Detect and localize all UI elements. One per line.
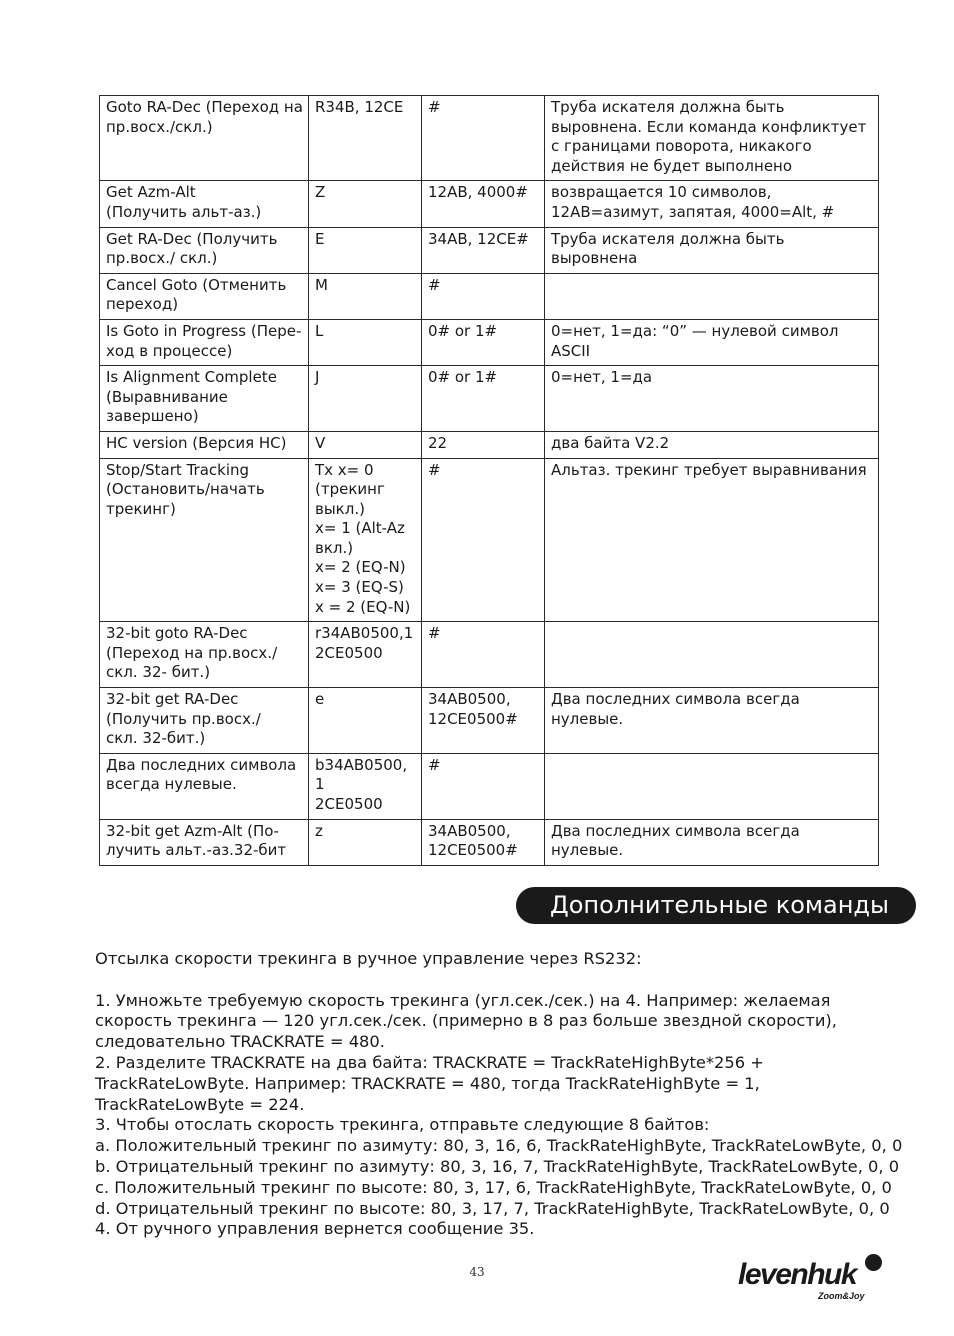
cell-text: 34AB, 12CE# bbox=[428, 229, 529, 248]
instruction-line: a. Положительный трекинг по азимуту: 80, 3, 16, 6, TrackRateHighByte, TrackRateLowByte, 0, 0 bbox=[95, 1136, 903, 1156]
section-title: Дополнительные команды bbox=[516, 887, 916, 924]
cell-text: R34B, 12CE bbox=[315, 98, 404, 116]
table-row bbox=[100, 622, 879, 688]
cell-text: # bbox=[428, 460, 441, 479]
instructions-intro: Отсылка скорости трекинга в ручное управление через RS232: bbox=[95, 949, 642, 968]
command-notes-cell bbox=[545, 181, 879, 227]
cell-text: Is Goto in Progress (Пере- ход в процессе) bbox=[106, 321, 302, 360]
cell-text: e bbox=[315, 690, 325, 709]
command-response-cell bbox=[422, 319, 545, 365]
cell-text: 34AB0500, 12CE0500# bbox=[428, 821, 518, 860]
table-row bbox=[100, 458, 879, 622]
cell-text: 22 bbox=[428, 433, 448, 452]
instruction-line: d. Отрицательный трекинг по высоте: 80, 3, 17, 7, TrackRateHighByte, TrackRateLowByte, 0, 0 bbox=[95, 1198, 890, 1218]
cell-text: 0=нет, 1=да: “0” — нулевой символ ASCII bbox=[551, 321, 839, 360]
command-name-cell bbox=[100, 458, 309, 622]
cell-text: # bbox=[428, 275, 441, 294]
command-table-body bbox=[100, 96, 879, 866]
command-response-cell bbox=[422, 366, 545, 432]
command-response-cell bbox=[422, 753, 545, 819]
command-notes-cell bbox=[545, 273, 879, 319]
command-code-cell bbox=[309, 227, 422, 273]
cell-text: V bbox=[315, 433, 326, 452]
cell-text: J bbox=[315, 368, 320, 387]
cell-text: r34AB0500,1 2CE0500 bbox=[315, 624, 414, 662]
command-code-cell bbox=[309, 819, 422, 865]
cell-text: Труба искателя должна быть выровнена bbox=[551, 229, 785, 268]
command-code-cell bbox=[309, 458, 422, 622]
table-row bbox=[100, 753, 879, 819]
logo-dot-icon bbox=[865, 1254, 882, 1271]
command-code-cell bbox=[309, 753, 422, 819]
cell-text: Get RA-Dec (Получить пр.восх./ скл.) bbox=[106, 229, 278, 268]
cell-text: M bbox=[315, 275, 328, 294]
table-row bbox=[100, 366, 879, 432]
command-name-cell bbox=[100, 319, 309, 365]
page-number: 43 bbox=[469, 1265, 485, 1279]
table-row bbox=[100, 96, 879, 181]
cell-text: Z bbox=[315, 183, 326, 202]
command-response-cell bbox=[422, 819, 545, 865]
logo-wordmark: levenhuk bbox=[738, 1258, 857, 1291]
command-name-cell bbox=[100, 96, 309, 181]
command-name-cell bbox=[100, 753, 309, 819]
table-row bbox=[100, 227, 879, 273]
cell-text: 0# or 1# bbox=[428, 368, 498, 387]
cell-text: Альтаз. трекинг требует выравнивания bbox=[551, 460, 867, 479]
levenhuk-logo bbox=[738, 1254, 888, 1304]
instruction-line: c. Положительный трекинг по высоте: 80, 3, 17, 6, TrackRateHighByte, TrackRateLowByte, 0, 0 bbox=[95, 1177, 892, 1197]
command-notes-cell bbox=[545, 96, 879, 181]
table-row bbox=[100, 819, 879, 865]
cell-text: Stop/Start Tracking (Остановить/начать трекинг) bbox=[106, 460, 265, 518]
cell-text: Tx x= 0 (трекинг выкл.) x= 1 (Alt-Az вкл.) x= 2 (EQ-N) x= 3 (EQ-S) x = 2 (EQ-N) bbox=[315, 460, 411, 616]
command-response-cell bbox=[422, 273, 545, 319]
instruction-line: b. Отрицательный трекинг по азимуту: 80, 3, 16, 7, TrackRateHighByte, TrackRateLowByte, 0, 0 bbox=[95, 1156, 900, 1176]
cell-text: Cancel Goto (Отменить переход) bbox=[106, 275, 287, 314]
table-row bbox=[100, 273, 879, 319]
cell-text: 32-bit get Azm-Alt (По- лучить альт.-аз.32-бит bbox=[106, 821, 287, 860]
command-code-cell bbox=[309, 96, 422, 181]
cell-text: возвращается 10 символов, 12AB=азимут, запятая, 4000=Alt, # bbox=[551, 183, 835, 221]
instruction-line: следовательно TRACKRATE = 480. bbox=[95, 1032, 385, 1052]
logo-tagline: Zoom&Joy bbox=[818, 1291, 865, 1301]
instruction-lines bbox=[95, 991, 915, 1241]
instruction-line: TrackRateLowByte. Например: TRACKRATE = 480, тогда TrackRateHighByte = 1, bbox=[95, 1073, 760, 1093]
command-response-cell bbox=[422, 227, 545, 273]
table-row bbox=[100, 688, 879, 754]
command-notes-cell bbox=[545, 366, 879, 432]
cell-text: L bbox=[315, 321, 324, 340]
cell-text: 12AB, 4000# bbox=[428, 183, 528, 202]
command-response-cell bbox=[422, 96, 545, 181]
command-name-cell bbox=[100, 273, 309, 319]
cell-text: b34AB0500,1 2CE0500 bbox=[315, 755, 408, 813]
command-table bbox=[99, 95, 879, 866]
table-row bbox=[100, 181, 879, 227]
cell-text: Is Alignment Complete (Выравнивание завершено) bbox=[106, 368, 277, 426]
command-notes-cell bbox=[545, 688, 879, 754]
command-notes-cell bbox=[545, 622, 879, 688]
command-response-cell bbox=[422, 431, 545, 458]
command-code-cell bbox=[309, 431, 422, 458]
cell-text: 34AB0500, 12CE0500# bbox=[428, 690, 518, 728]
cell-text: Труба искателя должна быть выровнена. Если команда конфликтует с границами поворота, никакого действия не будет выполнено bbox=[551, 98, 867, 175]
cell-text: 0=нет, 1=да bbox=[551, 368, 653, 387]
table-row bbox=[100, 319, 879, 365]
command-code-cell bbox=[309, 273, 422, 319]
cell-text: # bbox=[428, 624, 441, 643]
command-name-cell bbox=[100, 227, 309, 273]
command-name-cell bbox=[100, 181, 309, 227]
cell-text: # bbox=[428, 98, 441, 116]
instruction-line: 1. Умножьте требуемую скорость трекинга (угл.сек./сек.) на 4. Например: желаемая bbox=[95, 990, 831, 1010]
command-name-cell bbox=[100, 688, 309, 754]
command-code-cell bbox=[309, 688, 422, 754]
command-response-cell bbox=[422, 622, 545, 688]
instruction-line: TrackRateLowByte = 224. bbox=[95, 1094, 305, 1114]
cell-text: 32-bit get RA-Dec (Получить пр.восх./ скл. 32-бит.) bbox=[106, 690, 261, 748]
command-code-cell bbox=[309, 622, 422, 688]
command-notes-cell bbox=[545, 458, 879, 622]
cell-text: Два последних символа всегда нулевые. bbox=[106, 755, 297, 794]
cell-text: Два последних символа всегда нулевые. bbox=[551, 690, 800, 728]
cell-text: два байта V2.2 bbox=[551, 433, 670, 452]
command-notes-cell bbox=[545, 753, 879, 819]
command-name-cell bbox=[100, 431, 309, 458]
instruction-line: скорость трекинга — 120 угл.сек./сек. (примерно в 8 раз больше звездной скорости), bbox=[95, 1011, 837, 1031]
cell-text: Get Azm-Alt (Получить альт-аз.) bbox=[106, 183, 262, 221]
command-name-cell bbox=[100, 366, 309, 432]
cell-text: E bbox=[315, 229, 325, 248]
instruction-line: 3. Чтобы отослать скорость трекинга, отправьте следующие 8 байтов: bbox=[95, 1115, 710, 1135]
cell-text: 32-bit goto RA-Dec (Переход на пр.восх./ скл. 32- бит.) bbox=[106, 624, 278, 682]
cell-text: # bbox=[428, 755, 441, 774]
command-response-cell bbox=[422, 458, 545, 622]
instruction-line: 4. От ручного управления вернется сообщение 35. bbox=[95, 1219, 535, 1239]
cell-text: z bbox=[315, 821, 323, 840]
command-response-cell bbox=[422, 181, 545, 227]
table-row bbox=[100, 431, 879, 458]
command-name-cell bbox=[100, 819, 309, 865]
command-notes-cell bbox=[545, 431, 879, 458]
instruction-line: 2. Разделите TRACKRATE на два байта: TRACKRATE = TrackRateHighByte*256 + bbox=[95, 1052, 764, 1072]
cell-text: Два последних символа всегда нулевые. bbox=[551, 821, 800, 860]
command-code-cell bbox=[309, 319, 422, 365]
cell-text: HC version (Версия HC) bbox=[106, 433, 287, 452]
command-notes-cell bbox=[545, 319, 879, 365]
command-name-cell bbox=[100, 622, 309, 688]
cell-text: Goto RA-Dec (Переход на пр.восх./скл.) bbox=[106, 98, 303, 136]
instructions bbox=[95, 949, 915, 1240]
command-notes-cell bbox=[545, 227, 879, 273]
command-code-cell bbox=[309, 366, 422, 432]
command-notes-cell bbox=[545, 819, 879, 865]
cell-text: 0# or 1# bbox=[428, 321, 498, 340]
command-code-cell bbox=[309, 181, 422, 227]
paragraph-gap bbox=[95, 970, 915, 991]
command-response-cell bbox=[422, 688, 545, 754]
